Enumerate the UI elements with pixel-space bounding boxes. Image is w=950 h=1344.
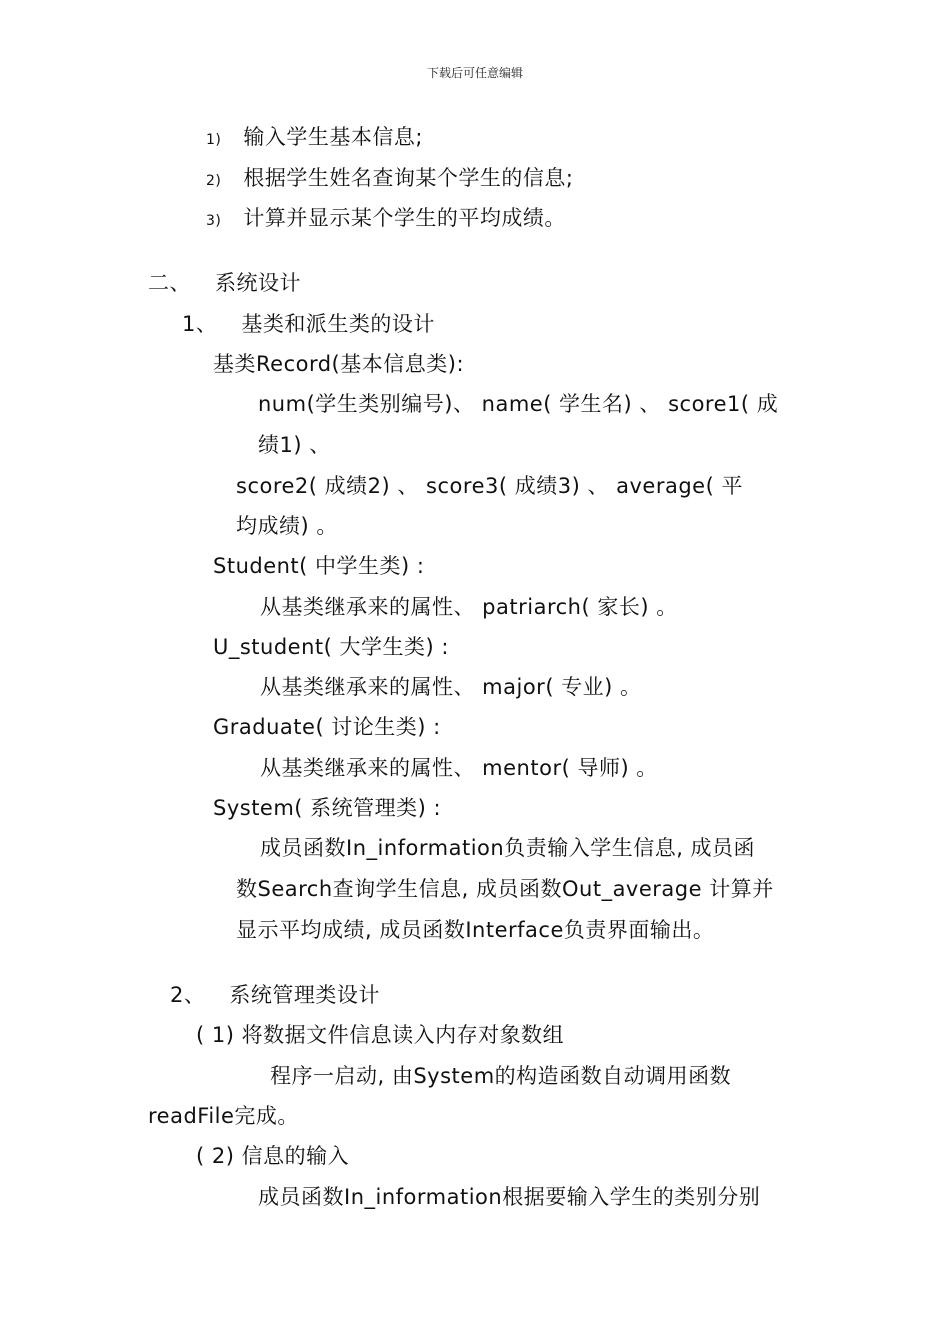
system-class-paragraph-line-1: 成员函数In_information负责输入学生信息, 成员函 [260,836,756,860]
record-class-heading: 基类Record(基本信息类): [213,352,465,376]
requirement-item-2 [206,164,573,195]
graduate-class-heading: Graduate( 讨论生类) : [213,715,441,739]
part-2-heading: ( 2) 信息的输入 [196,1144,350,1168]
system-class-paragraph-line-2: 数Search查询学生信息, 成员函数Out_average 计算并 [236,877,774,901]
section-number: 二、 [148,271,191,295]
subsection-title: 基类和派生类的设计 [241,312,435,336]
record-attributes-line-2: 绩1) 、 [258,433,331,457]
subsection-heading-2 [170,981,380,1009]
ustudent-class-heading: U_student( 大学生类) : [213,635,449,659]
part-1-heading: ( 1) 将数据文件信息读入内存对象数组 [196,1023,565,1047]
section-heading [148,269,301,297]
requirement-text: 计算并显示某个学生的平均成绩。 [243,206,566,230]
system-class-paragraph-line-3: 显示平均成绩, 成员函数Interface负责界面输出。 [236,918,715,942]
record-attributes-line-1: num(学生类别编号)、 name( 学生名) 、 score1( 成 [258,392,779,416]
requirement-number: 3) [206,213,222,229]
requirement-number: 1) [206,132,222,148]
requirement-item-1 [206,123,423,154]
section-title: 系统设计 [215,271,301,295]
part-1-paragraph-line-1: 程序一启动, 由System的构造函数自动调用函数 [270,1064,732,1088]
requirement-text: 输入学生基本信息; [243,125,423,149]
student-class-heading: Student( 中学生类) : [213,554,425,578]
page-header: 下载后可任意编辑 [426,66,523,80]
record-attributes-line-4: 均成绩) 。 [236,514,338,538]
student-class-attributes: 从基类继承来的属性、 patriarch( 家长) 。 [260,595,678,619]
graduate-class-attributes: 从基类继承来的属性、 mentor( 导师) 。 [260,756,658,780]
subsection-heading-1 [182,310,435,338]
subsection-title: 系统管理类设计 [229,983,380,1007]
record-attributes-line-3: score2( 成绩2) 、 score3( 成绩3) 、 average( 平 [236,474,743,498]
system-class-heading: System( 系统管理类) : [213,796,442,820]
subsection-number: 1、 [182,312,218,336]
part-1-paragraph-line-2: readFile完成。 [148,1104,299,1128]
subsection-number: 2、 [170,983,206,1007]
ustudent-class-attributes: 从基类继承来的属性、 major( 专业) 。 [260,675,642,699]
part-2-paragraph-line-1: 成员函数In_information根据要输入学生的类别分别 [258,1185,761,1209]
requirement-number: 2) [206,173,222,189]
requirement-text: 根据学生姓名查询某个学生的信息; [243,166,574,190]
requirement-item-3 [206,204,566,235]
